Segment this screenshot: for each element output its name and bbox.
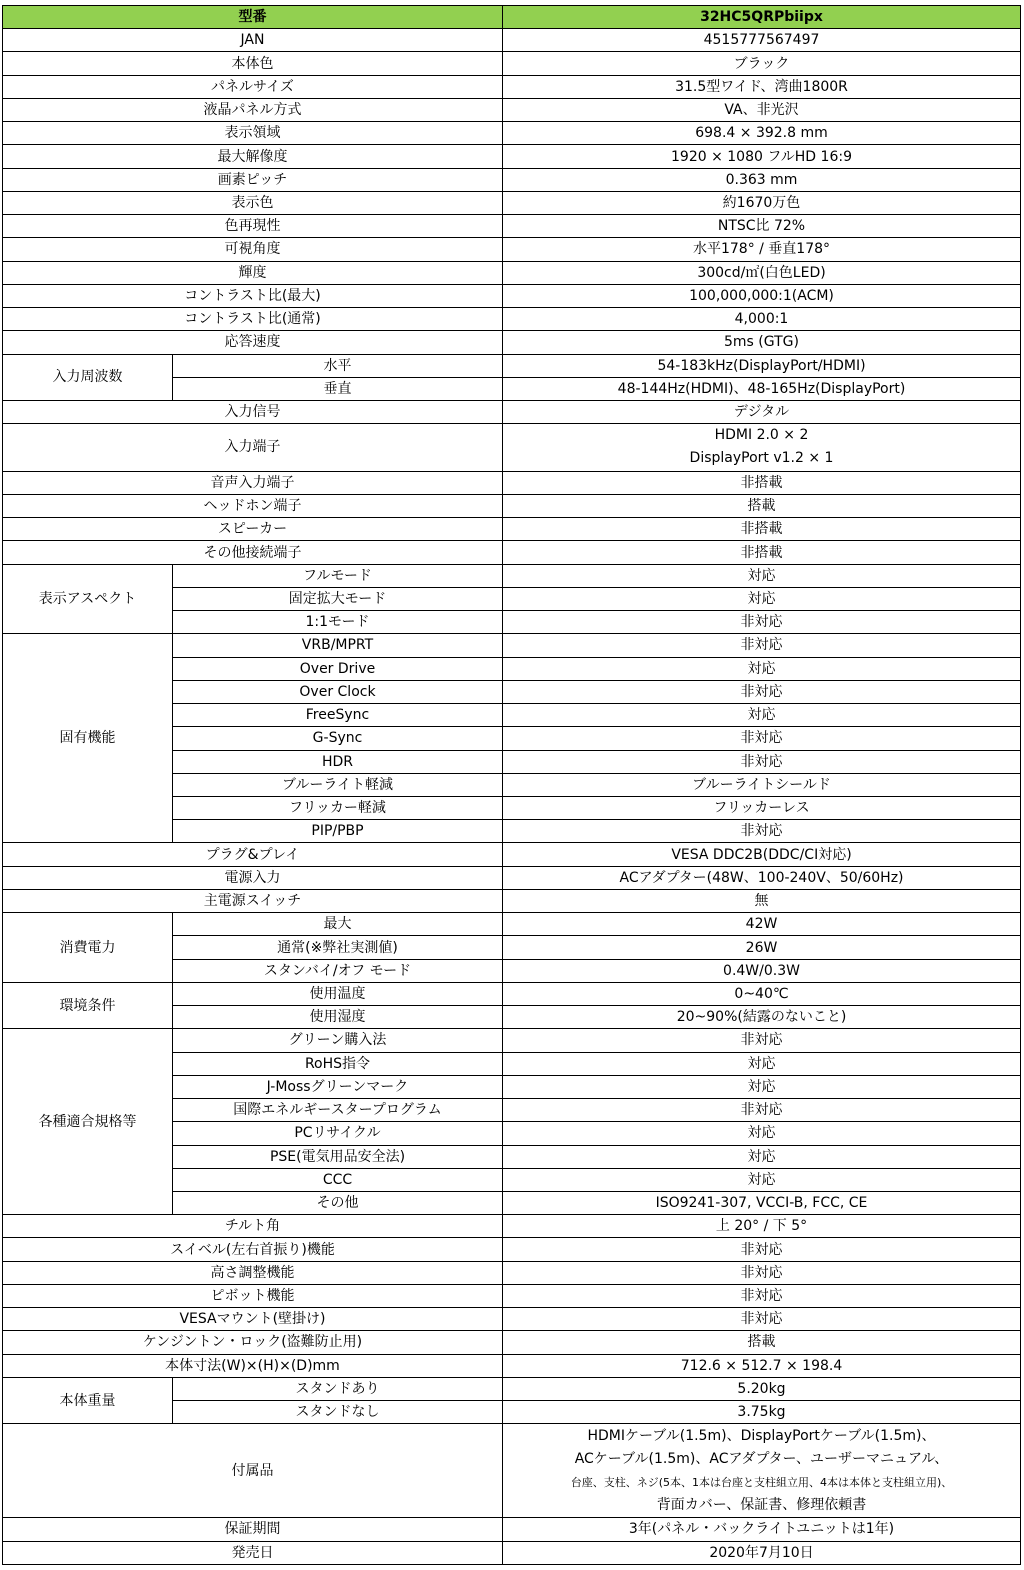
row-value: デジタル — [503, 400, 1021, 423]
row-value: 約1670万色 — [503, 191, 1021, 214]
row-value: ISO9241-307, VCCI-B, FCC, CE — [503, 1191, 1021, 1214]
value-line: HDMI 2.0 × 2 — [714, 427, 809, 444]
row-label: 応答速度 — [3, 331, 503, 354]
row-value: VESA DDC2B(DDC/CI対応) — [503, 843, 1021, 866]
row-label: 高さ調整機能 — [3, 1261, 503, 1284]
row-value: 非搭載 — [503, 471, 1021, 494]
row-value: 300cd/㎡(白色LED) — [503, 261, 1021, 284]
row-value-multiline — [503, 1424, 1021, 1518]
group-label: 環境条件 — [3, 982, 173, 1028]
table-row — [3, 98, 1021, 121]
table-row — [3, 1424, 1021, 1518]
sub-label: 水平 — [173, 354, 503, 377]
table-row — [3, 308, 1021, 331]
row-value: 26W — [503, 936, 1021, 959]
row-label: スイベル(左右首振り)機能 — [3, 1238, 503, 1261]
group-label: 本体重量 — [3, 1377, 173, 1423]
header-model-value: 32HC5QRPbiipx — [503, 6, 1021, 29]
row-value: 非搭載 — [503, 518, 1021, 541]
table-row — [3, 494, 1021, 517]
row-label: ピボット機能 — [3, 1284, 503, 1307]
row-label: 最大解像度 — [3, 145, 503, 168]
row-value: 5ms (GTG) — [503, 331, 1021, 354]
row-value: フリッカーレス — [503, 796, 1021, 819]
table-row — [3, 122, 1021, 145]
row-value: 42W — [503, 913, 1021, 936]
row-value: 非対応 — [503, 1029, 1021, 1052]
sub-label: 最大 — [173, 913, 503, 936]
sub-label: ブルーライト軽減 — [173, 773, 503, 796]
row-value: 100,000,000:1(ACM) — [503, 284, 1021, 307]
row-value: 非対応 — [503, 680, 1021, 703]
row-value: ブラック — [503, 52, 1021, 75]
row-value: 非対応 — [503, 1238, 1021, 1261]
table-row — [3, 889, 1021, 912]
table-row — [3, 1308, 1021, 1331]
row-label: 入力信号 — [3, 400, 503, 423]
row-value: 非対応 — [503, 1284, 1021, 1307]
row-value-multiline — [503, 424, 1021, 471]
sub-label: フルモード — [173, 564, 503, 587]
sub-label: PIP/PBP — [173, 820, 503, 843]
group-label: 表示アスペクト — [3, 564, 173, 634]
row-value: 非対応 — [503, 750, 1021, 773]
table-row — [3, 1215, 1021, 1238]
row-label: コントラスト比(通常) — [3, 308, 503, 331]
row-value: 非対応 — [503, 611, 1021, 634]
row-value: 非対応 — [503, 1099, 1021, 1122]
row-label: 本体色 — [3, 52, 503, 75]
row-value: 非対応 — [503, 1308, 1021, 1331]
row-label: 発売日 — [3, 1541, 503, 1565]
row-label: パネルサイズ — [3, 75, 503, 98]
table-row — [3, 29, 1021, 52]
row-label: 保証期間 — [3, 1518, 503, 1541]
table-row — [3, 1331, 1021, 1354]
sub-label: 使用温度 — [173, 982, 503, 1005]
table-row — [3, 541, 1021, 564]
row-value: 対応 — [503, 657, 1021, 680]
sub-label: フリッカー軽減 — [173, 796, 503, 819]
row-value: 0.363 mm — [503, 168, 1021, 191]
sub-label: PSE(電気用品安全法) — [173, 1145, 503, 1168]
row-value: 無 — [503, 889, 1021, 912]
sub-label: 1:1モード — [173, 611, 503, 634]
table-header-row — [3, 6, 1021, 29]
row-value: 上 20° / 下 5° — [503, 1215, 1021, 1238]
row-value: ブルーライトシールド — [503, 773, 1021, 796]
row-value: 48-144Hz(HDMI)、48-165Hz(DisplayPort) — [503, 377, 1021, 400]
sub-label: スタンドなし — [173, 1401, 503, 1424]
table-row — [3, 215, 1021, 238]
table-row — [3, 238, 1021, 261]
row-value: 54-183kHz(DisplayPort/HDMI) — [503, 354, 1021, 377]
row-label: 表示色 — [3, 191, 503, 214]
sub-label: G-Sync — [173, 727, 503, 750]
row-value: 31.5型ワイド、湾曲1800R — [503, 75, 1021, 98]
sub-label: HDR — [173, 750, 503, 773]
row-value: 非対応 — [503, 634, 1021, 657]
row-value: ACアダプター(48W、100-240V、50/60Hz) — [503, 866, 1021, 889]
table-row — [3, 1029, 1021, 1052]
sub-label: スタンドあり — [173, 1377, 503, 1400]
row-label: プラグ&プレイ — [3, 843, 503, 866]
row-label: 電源入力 — [3, 866, 503, 889]
row-value: 4515777567497 — [503, 29, 1021, 52]
sub-label: VRB/MPRT — [173, 634, 503, 657]
row-label: VESAマウント(壁掛け) — [3, 1308, 503, 1331]
table-row — [3, 634, 1021, 657]
row-value: 非対応 — [503, 820, 1021, 843]
row-value: 水平178° / 垂直178° — [503, 238, 1021, 261]
row-value: 5.20kg — [503, 1377, 1021, 1400]
row-label: その他接続端子 — [3, 541, 503, 564]
row-label: 本体寸法(W)×(H)×(D)mm — [3, 1354, 503, 1377]
sub-label: 国際エネルギースタープログラム — [173, 1099, 503, 1122]
sub-label: 通常(※弊社実測値) — [173, 936, 503, 959]
sub-label: FreeSync — [173, 704, 503, 727]
row-label: コントラスト比(最大) — [3, 284, 503, 307]
row-value: 対応 — [503, 587, 1021, 610]
table-row — [3, 145, 1021, 168]
row-value: 712.6 × 512.7 × 198.4 — [503, 1354, 1021, 1377]
table-row — [3, 1541, 1021, 1565]
row-label: 付属品 — [3, 1424, 503, 1518]
value-line: 背面カバー、保証書、修理依頼書 — [656, 1496, 867, 1513]
table-row — [3, 168, 1021, 191]
row-label: 色再現性 — [3, 215, 503, 238]
row-value: 対応 — [503, 564, 1021, 587]
table-row — [3, 1354, 1021, 1377]
value-line: HDMIケーブル(1.5m)、DisplayPortケーブル(1.5m)、 — [587, 1427, 936, 1444]
row-value: 対応 — [503, 1122, 1021, 1145]
row-label: 音声入力端子 — [3, 471, 503, 494]
row-value: 20~90%(結露のないこと) — [503, 1006, 1021, 1029]
value-line: ACケーブル(1.5m)、ACアダプター、ユーザーマニュアル、 — [574, 1450, 949, 1467]
table-row — [3, 564, 1021, 587]
sub-label: グリーン購入法 — [173, 1029, 503, 1052]
header-label: 型番 — [3, 6, 503, 29]
sub-label: 垂直 — [173, 377, 503, 400]
row-value: 対応 — [503, 1075, 1021, 1098]
row-value: 698.4 × 392.8 mm — [503, 122, 1021, 145]
row-value: 搭載 — [503, 494, 1021, 517]
row-value: 対応 — [503, 1145, 1021, 1168]
table-row — [3, 331, 1021, 354]
table-row — [3, 191, 1021, 214]
sub-label: Over Drive — [173, 657, 503, 680]
sub-label: その他 — [173, 1191, 503, 1214]
row-label: ヘッドホン端子 — [3, 494, 503, 517]
row-label: チルト角 — [3, 1215, 503, 1238]
table-row — [3, 1518, 1021, 1541]
sub-label: スタンバイ/オフ モード — [173, 959, 503, 982]
row-value: NTSC比 72% — [503, 215, 1021, 238]
table-row — [3, 284, 1021, 307]
row-label: 輝度 — [3, 261, 503, 284]
row-label: ケンジントン・ロック(盗難防止用) — [3, 1331, 503, 1354]
sub-label: 使用湿度 — [173, 1006, 503, 1029]
table-row — [3, 1261, 1021, 1284]
row-value: 2020年7月10日 — [503, 1541, 1021, 1565]
table-row — [3, 982, 1021, 1005]
group-label: 消費電力 — [3, 913, 173, 983]
group-label: 各種適合規格等 — [3, 1029, 173, 1215]
table-row — [3, 400, 1021, 423]
row-value: 非対応 — [503, 727, 1021, 750]
table-row — [3, 843, 1021, 866]
group-label: 固有機能 — [3, 634, 173, 843]
row-value: 非搭載 — [503, 541, 1021, 564]
row-value: 0.4W/0.3W — [503, 959, 1021, 982]
row-value: 非対応 — [503, 1261, 1021, 1284]
table-row — [3, 52, 1021, 75]
table-row — [3, 518, 1021, 541]
row-label: 画素ピッチ — [3, 168, 503, 191]
row-label: 表示領域 — [3, 122, 503, 145]
row-label: 液晶パネル方式 — [3, 98, 503, 121]
sub-label: Over Clock — [173, 680, 503, 703]
row-value: VA、非光沢 — [503, 98, 1021, 121]
row-value: 3.75kg — [503, 1401, 1021, 1424]
table-row — [3, 1377, 1021, 1400]
table-row — [3, 1284, 1021, 1307]
row-value: 4,000:1 — [503, 308, 1021, 331]
sub-label: 固定拡大モード — [173, 587, 503, 610]
table-row — [3, 1238, 1021, 1261]
sub-label: J-Mossグリーンマーク — [173, 1075, 503, 1098]
row-value: 対応 — [503, 1168, 1021, 1191]
sub-label: CCC — [173, 1168, 503, 1191]
table-row — [3, 424, 1021, 471]
row-label: スピーカー — [3, 518, 503, 541]
row-label: 入力端子 — [3, 424, 503, 471]
row-label: 主電源スイッチ — [3, 889, 503, 912]
sub-label: PCリサイクル — [173, 1122, 503, 1145]
row-label: JAN — [3, 29, 503, 52]
row-value: 3年(パネル・バックライトユニットは1年) — [503, 1518, 1021, 1541]
value-line: DisplayPort v1.2 × 1 — [689, 450, 834, 467]
row-value: 対応 — [503, 1052, 1021, 1075]
row-value: 搭載 — [503, 1331, 1021, 1354]
value-line: 台座、支柱、ネジ(5本、1本は台座と支柱組立用、4本は本体と支柱組立用)、 — [570, 1475, 953, 1489]
table-row — [3, 866, 1021, 889]
spec-table — [2, 5, 1021, 1565]
row-value: 1920 × 1080 フルHD 16:9 — [503, 145, 1021, 168]
table-row — [3, 354, 1021, 377]
row-label: 可視角度 — [3, 238, 503, 261]
table-row — [3, 261, 1021, 284]
table-row — [3, 913, 1021, 936]
sub-label: RoHS指令 — [173, 1052, 503, 1075]
row-value: 対応 — [503, 704, 1021, 727]
table-row — [3, 75, 1021, 98]
table-row — [3, 471, 1021, 494]
row-value: 0~40℃ — [503, 982, 1021, 1005]
group-label: 入力周波数 — [3, 354, 173, 400]
